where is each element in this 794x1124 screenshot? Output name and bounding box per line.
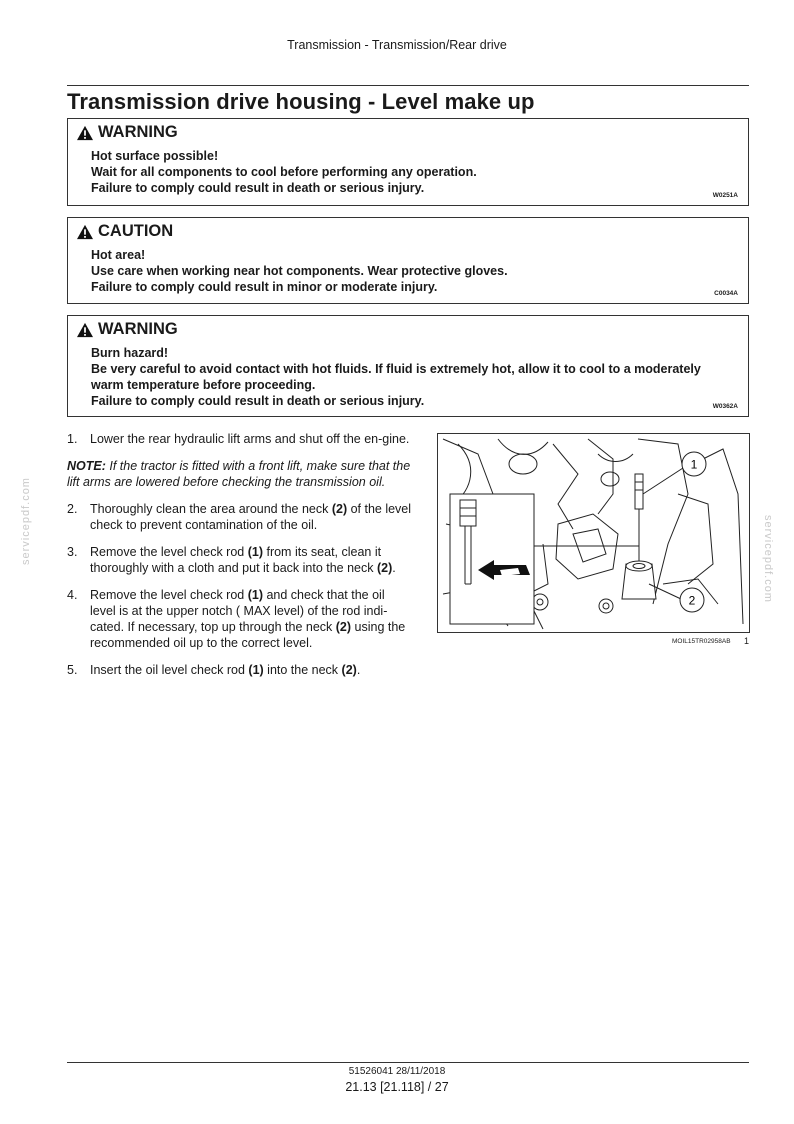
procedure-step [67,587,412,651]
safety-header [76,320,178,339]
safety-code: C0034A [714,290,738,297]
safety-line: Use care when working near hot components. Wear protective gloves. [91,264,508,278]
procedure-step [67,431,412,447]
step-text: Remove the level check rod (1) and check that the oil level is at the upper notch ( MAX level) of the rod indi-cated. If necessary, top up through the neck (2) using the recommended oil up to the correct level. [90,588,406,650]
note [67,458,412,490]
page-title: Transmission drive housing - Level make up [67,89,535,114]
procedure-steps [67,431,412,689]
step-number: 4. [67,588,78,602]
safety-message-warning-2 [67,315,749,417]
footer-page-number: 21.13 [21.118] / 27 [345,1080,449,1094]
step-number: 1. [67,432,78,446]
footer-rule [67,1062,749,1063]
safety-line: Wait for all components to cool before performing any operation. [91,165,477,179]
watermark-left: servicepdf.com [20,477,32,565]
safety-line: Failure to comply could result in death or serious injury. [91,181,425,195]
watermark-right: servicepdf.com [762,515,774,603]
safety-code: W0251A [712,192,738,199]
callout-label-2: 2 [688,593,696,608]
safety-header [76,222,173,241]
safety-level: WARNING [98,320,178,338]
page-header: Transmission - Transmission/Rear drive [287,38,507,52]
warning-triangle-icon [76,322,94,338]
step-number: 3. [67,545,78,559]
callout-label-1: 1 [690,457,698,472]
header-rule [67,85,749,86]
safety-message-caution [67,217,749,304]
figure-caption-code: MOIL15TR02958AB [672,638,731,645]
safety-message-warning-1 [67,118,749,206]
figure-oil-level-check [437,433,750,633]
step-text: Thoroughly clean the area around the neck (2) of the level check to prevent contamination of the oil. [90,502,412,532]
safety-line: Failure to comply could result in minor or moderate injury. [91,280,438,294]
safety-line: Failure to comply could result in death or serious injury. [91,394,425,408]
safety-line: Be very careful to avoid contact with hot fluids. If fluid is extremely hot, allow it to cool to a moderately warm temperature before proceeding. [91,362,701,392]
note-text: If the tractor is fitted with a front lift, make sure that the lift arms are lowered before checking the transmission oil. [67,459,411,489]
safety-level: CAUTION [98,222,174,240]
step-text: Insert the oil level check rod (1) into the neck (2). [90,663,361,677]
procedure-step [67,662,412,678]
step-text: Lower the rear hydraulic lift arms and shut off the en-gine. [90,432,410,446]
procedure-step [67,544,412,576]
step-number: 2. [67,502,78,516]
step-text: Remove the level check rod (1) from its seat, clean it thoroughly with a cloth and put it back into the neck (2). [90,545,396,575]
caution-triangle-icon [76,224,94,240]
safety-line: Hot area! [91,248,146,262]
safety-line: Hot surface possible! [91,149,219,163]
procedure-step [67,501,412,533]
safety-level: WARNING [98,123,178,141]
figure-number: 1 [744,636,750,646]
step-number: 5. [67,663,78,677]
oil-level-illustration [438,434,749,632]
safety-code: W0362A [712,403,738,410]
footer-document-id: 51526041 28/11/2018 [348,1066,446,1077]
safety-line: Burn hazard! [91,346,169,360]
safety-header [76,123,178,142]
note-label: NOTE: [67,459,106,473]
warning-triangle-icon [76,125,94,141]
